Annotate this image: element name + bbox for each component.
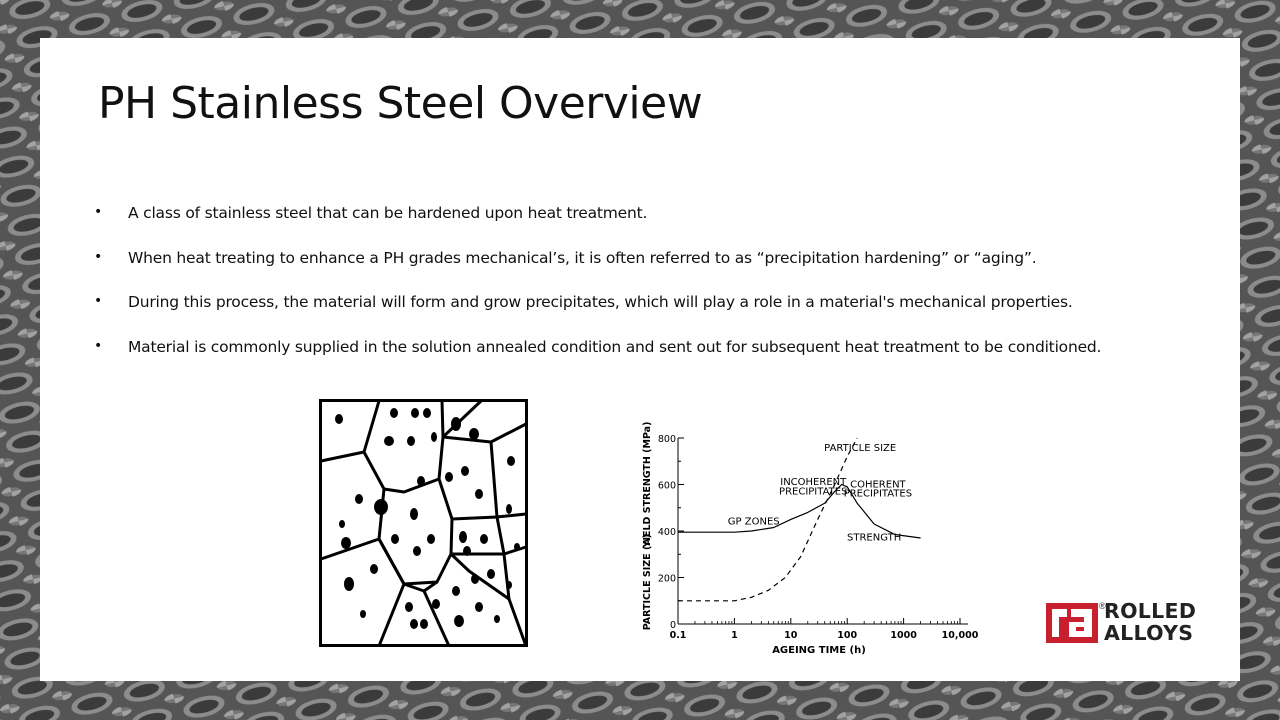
rolled-alloys-logo bbox=[1046, 601, 1208, 647]
y-axis-label-strength: YIELD STRENGTH (MPa) bbox=[642, 421, 653, 548]
bullet-item bbox=[94, 249, 1101, 294]
x-axis-label: AGEING TIME (h) bbox=[772, 645, 866, 656]
chart-annotation: PRECIPITATES bbox=[843, 488, 913, 500]
chart-annotation: STRENGTH bbox=[846, 532, 902, 544]
chart-labels-group bbox=[728, 443, 912, 544]
bullet-dot-icon: • bbox=[94, 337, 103, 354]
x-tick-label: 10 bbox=[784, 630, 798, 641]
bullet-text: Material is commonly supplied in the solution annealed condition and sent out for subsequent heat treatment to be conditioned. bbox=[128, 337, 1102, 356]
bullet-list bbox=[94, 204, 1101, 382]
bullet-text: When heat treating to enhance a PH grades mechanical’s, it is often referred to as “precipitation hardening” or “aging”. bbox=[128, 248, 1037, 267]
slide-title: PH Stainless Steel Overview bbox=[98, 78, 703, 129]
bullet-text: A class of stainless steel that can be hardened upon heat treatment. bbox=[128, 204, 648, 222]
y-tick-label: 400 bbox=[657, 527, 676, 538]
ra-logo-icon bbox=[1046, 603, 1098, 643]
x-tick-label: 1 bbox=[731, 630, 738, 641]
chart-axes bbox=[642, 422, 979, 656]
bullet-dot-icon: • bbox=[94, 293, 103, 309]
logo-text-alloys: ALLOYS bbox=[1104, 621, 1194, 645]
bullet-dot-icon: • bbox=[94, 248, 103, 265]
chart-annotation: COHERENT bbox=[850, 479, 906, 491]
chart-annotation: INCOHERENT bbox=[780, 476, 847, 488]
slide-content bbox=[40, 38, 1240, 681]
chart-annotation: GP ZONES bbox=[727, 516, 780, 528]
y-tick-label: 600 bbox=[657, 480, 676, 492]
chart-series-group bbox=[678, 438, 921, 601]
x-tick-label: 10,000 bbox=[941, 630, 979, 641]
x-tick-label: 1000 bbox=[890, 630, 917, 641]
bullet-dot-icon: • bbox=[94, 204, 103, 220]
chart-annotation: PRECIPITATES bbox=[779, 486, 848, 498]
registered-mark: ® bbox=[1099, 601, 1106, 611]
y-tick-label: 0 bbox=[669, 620, 676, 631]
grain-structure-illustration bbox=[319, 399, 529, 647]
chart-annotation: PARTICLE SIZE bbox=[824, 442, 897, 454]
bullet-item bbox=[94, 204, 1101, 249]
x-tick-label: 0.1 bbox=[669, 630, 687, 641]
bullet-item bbox=[94, 338, 1101, 383]
logo-text-rolled: ROLLED bbox=[1104, 599, 1197, 623]
y-axis-label-particle-size: PARTICLE SIZE (A) bbox=[642, 534, 653, 631]
bullet-item bbox=[94, 293, 1101, 338]
x-tick-label: 100 bbox=[837, 630, 858, 641]
y-tick-label: 200 bbox=[657, 573, 676, 585]
ageing-chart bbox=[638, 396, 1020, 666]
bullet-text: During this process, the material will form and grow precipitates, which will play a role in a material's mechanical properties. bbox=[128, 293, 1073, 311]
y-tick-label: 800 bbox=[657, 434, 676, 445]
